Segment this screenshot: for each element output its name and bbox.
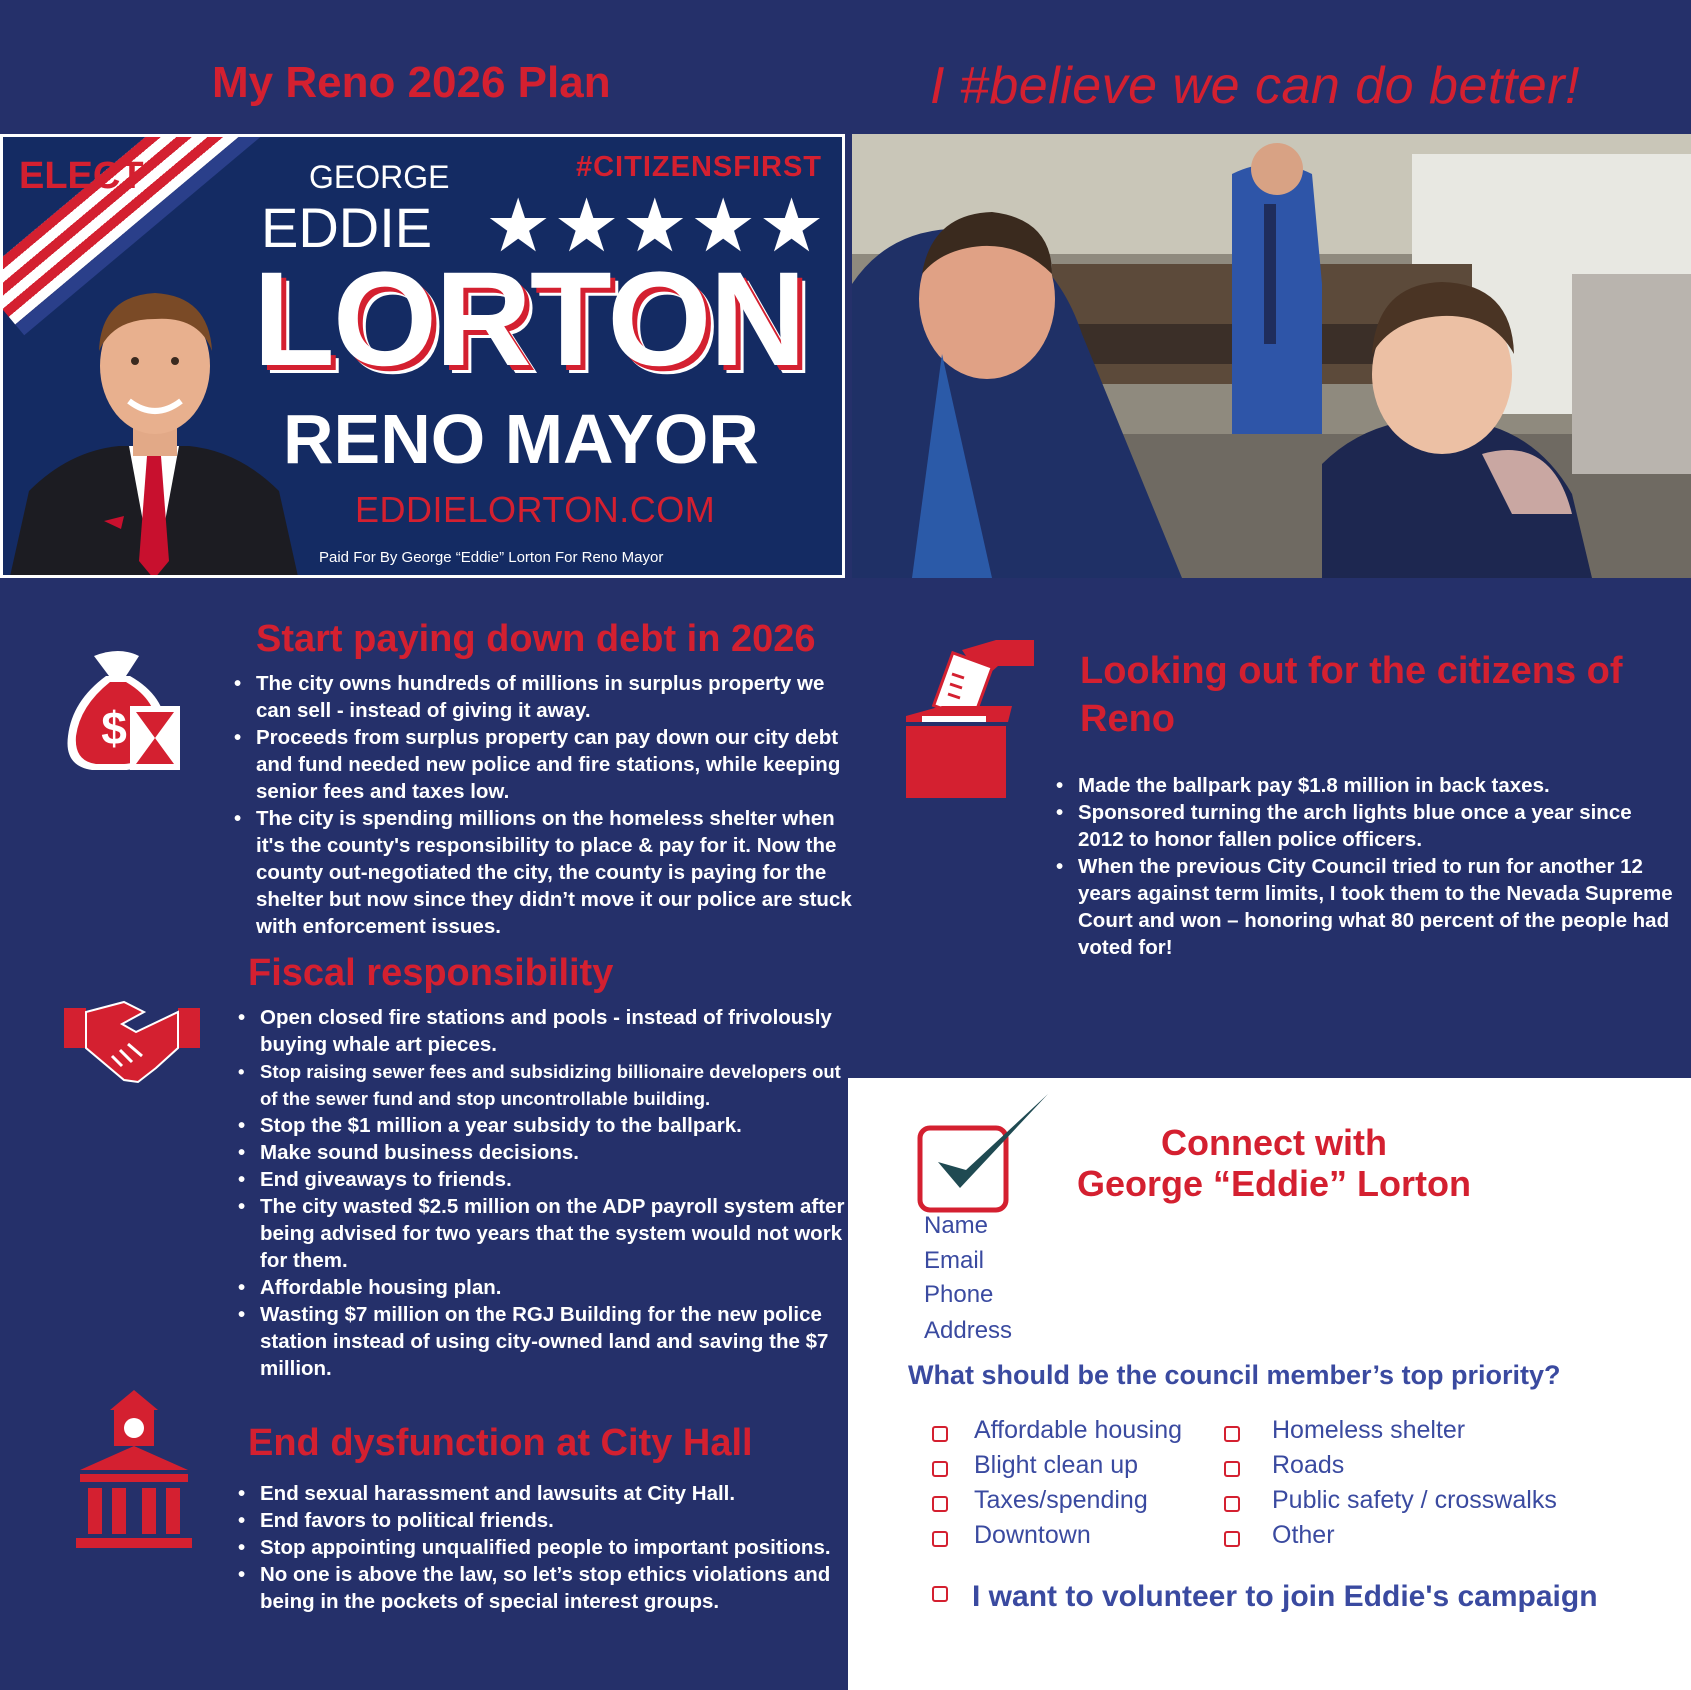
sign-nickname: EDDIE bbox=[261, 196, 433, 259]
checkbox-taxes-spending[interactable] bbox=[932, 1496, 948, 1512]
list-item: • The city owns hundreds of millions in surplus property we can sell - instead of giving it away. bbox=[256, 670, 856, 724]
list-item: • Stop appointing unqualified people to important positions. bbox=[260, 1534, 860, 1561]
svg-text:$: $ bbox=[101, 702, 127, 754]
list-item: • No one is above the law, so let’s stop ethics violations and being in the pockets of special interest groups. bbox=[260, 1561, 860, 1615]
slogan-title: I #believe we can do better! bbox=[930, 57, 1580, 115]
checkbox-volunteer[interactable] bbox=[932, 1586, 948, 1602]
list-item: • Proceeds from surplus property can pay down our city debt and fund needed new police and fire stations, while keeping senior fees and taxes low. bbox=[256, 724, 856, 805]
fiscal-bullets bbox=[234, 1004, 860, 1382]
checkbox-affordable-housing[interactable] bbox=[932, 1426, 948, 1442]
list-item: • Open closed fire stations and pools - instead of frivolously buying whale art pieces. bbox=[260, 1004, 860, 1058]
priority-question: What should be the council member’s top priority? bbox=[908, 1360, 1561, 1390]
money-bag-hourglass-icon bbox=[64, 646, 188, 774]
list-item: • End sexual harassment and lawsuits at City Hall. bbox=[260, 1480, 860, 1507]
handshake-icon bbox=[64, 994, 200, 1086]
ballot-box-icon bbox=[902, 640, 1036, 802]
option-label: Taxes/spending bbox=[974, 1486, 1148, 1514]
candidate-portrait bbox=[9, 261, 299, 578]
checkbox-blight-clean-up[interactable] bbox=[932, 1461, 948, 1477]
flag-ribbon-bottom bbox=[735, 502, 845, 578]
sign-stars: ★★★★★ bbox=[485, 184, 827, 267]
list-item: • Stop raising sewer fees and subsidizing billionaire developers out of the sewer fund and stop uncontrollable building. bbox=[260, 1058, 860, 1112]
checkbox-other[interactable] bbox=[1224, 1531, 1240, 1547]
option-label: Public safety / crosswalks bbox=[1272, 1486, 1557, 1514]
option-label: Roads bbox=[1272, 1451, 1345, 1479]
volunteer-label: I want to volunteer to join Eddie's campaign bbox=[972, 1580, 1598, 1613]
connect-panel bbox=[848, 1078, 1691, 1690]
sign-hashtag: #CITIZENSFIRST bbox=[575, 151, 822, 183]
list-item: • When the previous City Council tried to run for another 12 years against term limits, I took them to the Nevada Supreme Court and won – honoring what 80 percent of the people had voted for! bbox=[1078, 853, 1678, 961]
city-hall-icon bbox=[76, 1390, 192, 1550]
email-field[interactable]: Email bbox=[924, 1247, 985, 1274]
option-label: Other bbox=[1272, 1521, 1335, 1549]
debt-bullets bbox=[230, 670, 856, 940]
restaurant-photo bbox=[852, 134, 1691, 578]
checkbox-roads[interactable] bbox=[1224, 1461, 1240, 1477]
list-item: • Made the ballpark pay $1.8 million in back taxes. bbox=[1078, 772, 1678, 799]
option-label: Blight clean up bbox=[974, 1451, 1139, 1479]
cityhall-bullets bbox=[234, 1480, 860, 1615]
list-item: • Make sound business decisions. bbox=[260, 1139, 860, 1166]
campaign-sign bbox=[0, 134, 845, 578]
checkbox-homeless-shelter[interactable] bbox=[1224, 1426, 1240, 1442]
list-item: • Stop the $1 million a year subsidy to the ballpark. bbox=[260, 1112, 860, 1139]
phone-field[interactable]: Phone bbox=[924, 1281, 994, 1308]
cityhall-title: End dysfunction at City Hall bbox=[248, 1422, 753, 1464]
sign-last-name: LORTON bbox=[253, 245, 805, 394]
checkbox-public-safety[interactable] bbox=[1224, 1496, 1240, 1512]
address-field[interactable]: Address bbox=[924, 1317, 1013, 1344]
option-label: Affordable housing bbox=[974, 1416, 1183, 1444]
citizens-bullets bbox=[1052, 772, 1678, 961]
list-item: • Affordable housing plan. bbox=[260, 1274, 860, 1301]
connect-title-line1: Connect with bbox=[1161, 1122, 1387, 1163]
sign-office: RENO MAYOR bbox=[283, 400, 759, 478]
list-item: • End giveaways to friends. bbox=[260, 1166, 860, 1193]
option-label: Homeless shelter bbox=[1272, 1416, 1466, 1444]
sign-website: EDDIELORTON.COM bbox=[355, 489, 716, 530]
list-item: • End favors to political friends. bbox=[260, 1507, 860, 1534]
plan-title: My Reno 2026 Plan bbox=[212, 58, 611, 107]
citizens-title: Looking out for the citizens of Reno bbox=[1080, 650, 1623, 740]
fiscal-title: Fiscal responsibility bbox=[248, 952, 614, 994]
list-item: • The city is spending millions on the homeless shelter when it's the county's responsibility to place & pay for it. Now the county out-negotiated the city, the county is paying for the shelter but now since they didn’t move it our police are stuck with enforcement issues. bbox=[256, 805, 856, 940]
checkbox-downtown[interactable] bbox=[932, 1531, 948, 1547]
connect-title bbox=[1064, 1122, 1484, 1204]
name-field[interactable]: Name bbox=[924, 1212, 989, 1239]
list-item: • The city wasted $2.5 million on the ADP payroll system after being advised for two years that the system would not work for them. bbox=[260, 1193, 860, 1274]
option-label: Downtown bbox=[974, 1521, 1091, 1549]
list-item: • Sponsored turning the arch lights blue once a year since 2012 to honor fallen police officers. bbox=[1078, 799, 1678, 853]
sign-elect: ELECT bbox=[19, 155, 144, 197]
debt-title: Start paying down debt in 2026 bbox=[256, 618, 816, 660]
checkmark-icon bbox=[916, 1090, 1056, 1214]
list-item: • Wasting $7 million on the RGJ Building for the new police station instead of using city-owned land and saving the $7 million. bbox=[260, 1301, 860, 1382]
connect-title-line2: George “Eddie” Lorton bbox=[1076, 1163, 1471, 1204]
sign-first-name: GEORGE bbox=[309, 159, 450, 195]
sign-paid-for: Paid For By George “Eddie” Lorton For Reno Mayor bbox=[319, 549, 664, 566]
